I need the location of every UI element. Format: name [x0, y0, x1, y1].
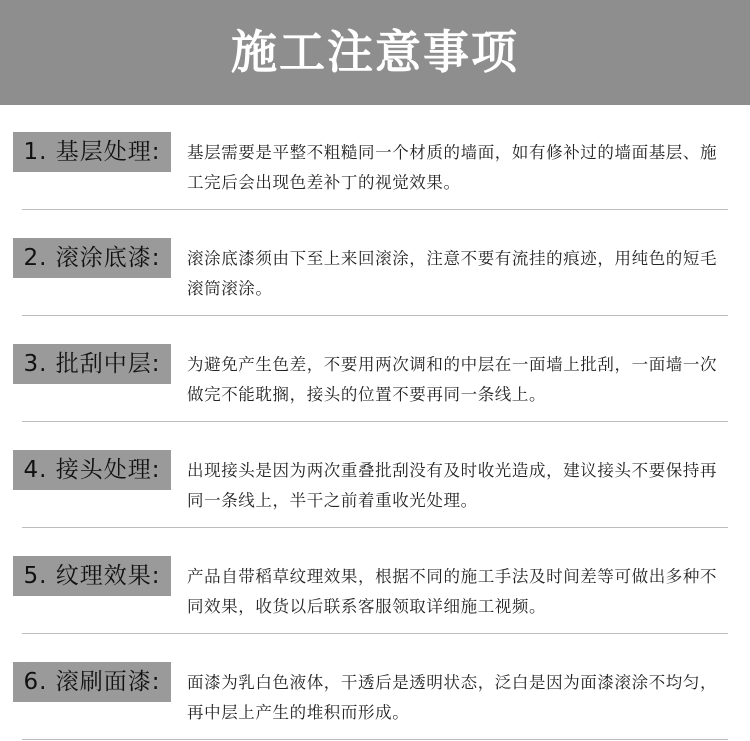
note-item-4 [0, 423, 750, 529]
divider [22, 527, 728, 528]
divider [22, 209, 728, 210]
note-description: 滚涂底漆须由下至上来回滚涂，注意不要有流挂的痕迹，用纯色的短毛滚筒滚涂。 [187, 249, 718, 298]
note-label: 4. 接头处理: [13, 450, 171, 490]
note-description: 出现接头是因为两次重叠批刮没有及时收光造成，建议接头不要保持再同一条线上，半干之前着重收光处理。 [187, 461, 718, 510]
divider [22, 633, 728, 634]
note-item-5 [0, 529, 750, 635]
note-item-3 [0, 317, 750, 423]
divider [22, 739, 728, 740]
note-description: 产品自带稻草纹理效果，根据不同的施工手法及时间差等可做出多种不同效果，收货以后联系客服领取详细施工视频。 [187, 567, 718, 616]
note-label: 1. 基层处理: [13, 132, 171, 172]
note-description: 为避免产生色差，不要用两次调和的中层在一面墙上批刮，一面墙一次做完不能耽搁，接头的位置不要再同一条线上。 [187, 355, 718, 404]
construction-notes-list [0, 105, 750, 741]
note-item-1 [0, 105, 750, 211]
page-title: 施工注意事项 [231, 24, 519, 79]
divider [22, 315, 728, 316]
divider [22, 421, 728, 422]
note-label: 2. 滚涂底漆: [13, 238, 171, 278]
note-description: 面漆为乳白色液体，干透后是透明状态，泛白是因为面漆滚涂不均匀，再中层上产生的堆积而形成。 [187, 673, 718, 722]
note-label: 3. 批刮中层: [13, 344, 171, 384]
note-label: 5. 纹理效果: [13, 556, 171, 596]
note-item-2 [0, 211, 750, 317]
note-item-6 [0, 635, 750, 741]
note-description: 基层需要是平整不粗糙同一个材质的墙面，如有修补过的墙面基层、施工完后会出现色差补丁的视觉效果。 [187, 143, 718, 192]
page-header [0, 0, 750, 105]
note-label: 6. 滚刷面漆: [13, 662, 171, 702]
